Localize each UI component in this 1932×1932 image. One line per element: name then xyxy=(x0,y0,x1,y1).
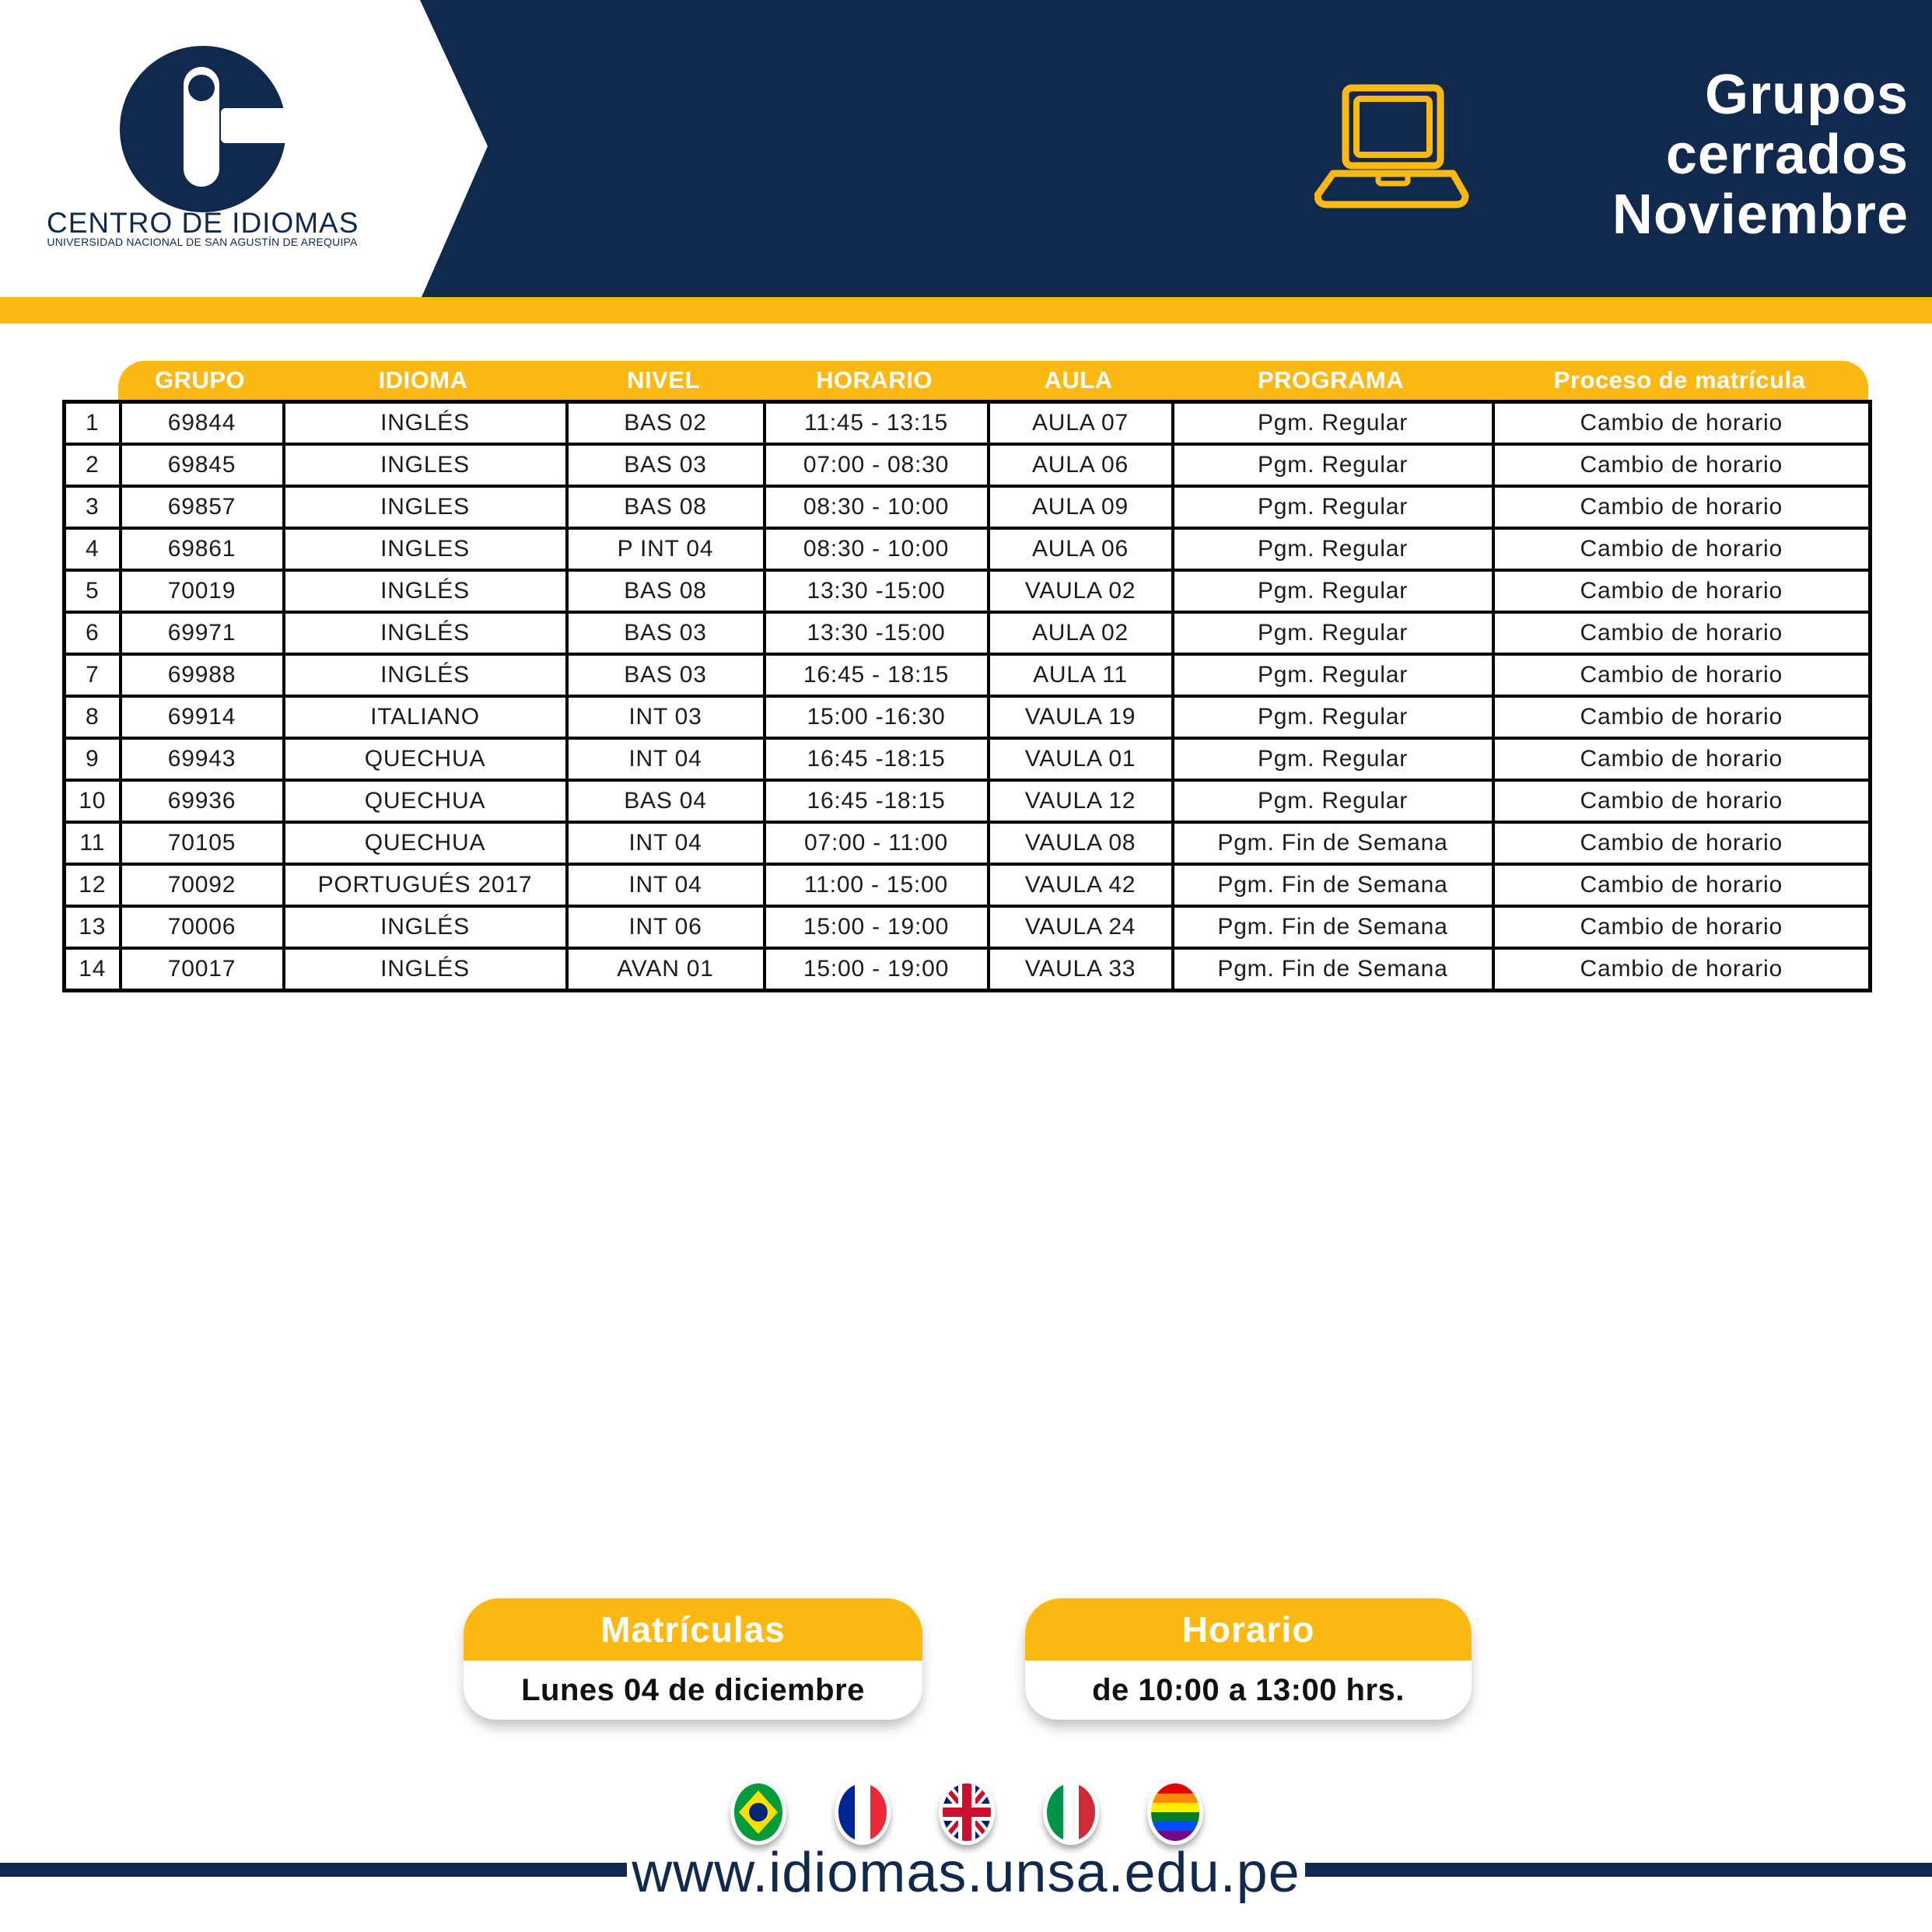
proceso-cell: Cambio de horario xyxy=(1493,570,1871,612)
grupo-cell: 70017 xyxy=(121,948,284,991)
proceso-cell: Cambio de horario xyxy=(1493,402,1871,445)
idioma-cell: QUECHUA xyxy=(284,822,567,864)
table-header xyxy=(118,361,1868,400)
table-row xyxy=(65,654,1871,696)
column-header-4: HORARIO xyxy=(816,366,933,394)
programa-cell: Pgm. Regular xyxy=(1173,444,1493,486)
proceso-cell: Cambio de horario xyxy=(1493,822,1871,864)
grupo-cell: 69943 xyxy=(121,738,284,780)
proceso-cell: Cambio de horario xyxy=(1493,696,1871,738)
programa-cell: Pgm. Regular xyxy=(1173,654,1493,696)
programa-cell: Pgm. Fin de Semana xyxy=(1173,906,1493,948)
horario-badge-title: Horario xyxy=(1025,1598,1472,1661)
programa-cell: Pgm. Regular xyxy=(1173,570,1493,612)
programa-cell: Pgm. Regular xyxy=(1173,528,1493,570)
table-body xyxy=(65,402,1871,991)
table-row xyxy=(65,738,1871,780)
proceso-cell: Cambio de horario xyxy=(1493,738,1871,780)
grupo-cell: 69988 xyxy=(121,654,284,696)
aula-cell: AULA 09 xyxy=(989,486,1173,528)
aula-cell: AULA 06 xyxy=(989,528,1173,570)
aula-cell: VAULA 02 xyxy=(989,570,1173,612)
aula-cell: VAULA 24 xyxy=(989,906,1173,948)
italy-flag-icon xyxy=(1043,1780,1099,1845)
aula-cell: VAULA 19 xyxy=(989,696,1173,738)
column-header-7: Proceso de matrícula xyxy=(1553,366,1806,394)
programa-cell: Pgm. Fin de Semana xyxy=(1173,822,1493,864)
horario-cell: 07:00 - 08:30 xyxy=(765,444,989,486)
table-row xyxy=(65,402,1871,445)
programa-cell: Pgm. Fin de Semana xyxy=(1173,864,1493,906)
page-title-line-1: Grupos xyxy=(1704,64,1909,126)
grupo-cell: 69971 xyxy=(121,612,284,654)
column-header-3: NIVEL xyxy=(627,366,700,394)
proceso-cell: Cambio de horario xyxy=(1493,654,1871,696)
aula-cell: AULA 02 xyxy=(989,612,1173,654)
row-number: 1 xyxy=(65,402,121,445)
nivel-cell: INT 06 xyxy=(567,906,765,948)
proceso-cell: Cambio de horario xyxy=(1493,612,1871,654)
table-row xyxy=(65,780,1871,822)
nivel-cell: BAS 03 xyxy=(567,444,765,486)
row-number: 12 xyxy=(65,864,121,906)
row-number: 4 xyxy=(65,528,121,570)
proceso-cell: Cambio de horario xyxy=(1493,528,1871,570)
row-number: 13 xyxy=(65,906,121,948)
programa-cell: Pgm. Regular xyxy=(1173,486,1493,528)
horario-cell: 15:00 - 19:00 xyxy=(765,948,989,991)
centro-de-idiomas-logo-icon xyxy=(47,31,373,288)
uk-flag-icon xyxy=(939,1780,995,1845)
row-number: 14 xyxy=(65,948,121,991)
laptop-icon xyxy=(1314,82,1470,212)
grupo-cell: 70006 xyxy=(121,906,284,948)
idioma-cell: ITALIANO xyxy=(284,696,567,738)
nivel-cell: P INT 04 xyxy=(567,528,765,570)
nivel-cell: BAS 08 xyxy=(567,570,765,612)
idioma-cell: INGLÉS xyxy=(284,402,567,445)
table-row xyxy=(65,444,1871,486)
nivel-cell: INT 04 xyxy=(567,864,765,906)
row-number: 7 xyxy=(65,654,121,696)
horario-badge xyxy=(1025,1598,1472,1720)
proceso-cell: Cambio de horario xyxy=(1493,780,1871,822)
horario-cell: 16:45 -18:15 xyxy=(765,738,989,780)
aula-cell: AULA 07 xyxy=(989,402,1173,445)
column-header-1: GRUPO xyxy=(154,366,246,394)
column-header-5: AULA xyxy=(1044,366,1113,394)
nivel-cell: BAS 03 xyxy=(567,654,765,696)
aula-cell: VAULA 08 xyxy=(989,822,1173,864)
idioma-cell: QUECHUA xyxy=(284,738,567,780)
nivel-cell: AVAN 01 xyxy=(567,948,765,991)
aula-cell: VAULA 33 xyxy=(989,948,1173,991)
table-row xyxy=(65,822,1871,864)
horario-cell: 11:00 - 15:00 xyxy=(765,864,989,906)
programa-cell: Pgm. Regular xyxy=(1173,738,1493,780)
programa-cell: Pgm. Regular xyxy=(1173,612,1493,654)
nivel-cell: BAS 08 xyxy=(567,486,765,528)
row-number: 6 xyxy=(65,612,121,654)
table-row xyxy=(65,696,1871,738)
logo-brand-text: CENTRO DE IDIOMAS xyxy=(47,207,359,239)
horario-cell: 08:30 - 10:00 xyxy=(765,486,989,528)
nivel-cell: BAS 04 xyxy=(567,780,765,822)
nivel-cell: BAS 03 xyxy=(567,612,765,654)
idioma-cell: INGLÉS xyxy=(284,906,567,948)
column-header-2: IDIOMA xyxy=(378,366,468,394)
horario-cell: 11:45 - 13:15 xyxy=(765,402,989,445)
grupo-cell: 69861 xyxy=(121,528,284,570)
brazil-flag-icon xyxy=(730,1780,786,1845)
grupo-cell: 70019 xyxy=(121,570,284,612)
page-title-line-3: Noviembre xyxy=(1612,184,1909,246)
grupo-cell: 69914 xyxy=(121,696,284,738)
nivel-cell: INT 03 xyxy=(567,696,765,738)
table-row xyxy=(65,528,1871,570)
programa-cell: Pgm. Regular xyxy=(1173,696,1493,738)
grupo-cell: 70092 xyxy=(121,864,284,906)
idioma-cell: INGLES xyxy=(284,444,567,486)
horario-badge-value: de 10:00 a 13:00 hrs. xyxy=(1025,1661,1472,1720)
programa-cell: Pgm. Regular xyxy=(1173,402,1493,445)
idioma-cell: INGLÉS xyxy=(284,654,567,696)
grupo-cell: 69845 xyxy=(121,444,284,486)
row-number: 3 xyxy=(65,486,121,528)
nivel-cell: INT 04 xyxy=(567,822,765,864)
table-row xyxy=(65,486,1871,528)
row-number: 11 xyxy=(65,822,121,864)
idioma-cell: QUECHUA xyxy=(284,780,567,822)
idioma-cell: INGLÉS xyxy=(284,612,567,654)
matriculas-badge-value: Lunes 04 de diciembre xyxy=(464,1661,922,1720)
idioma-cell: INGLES xyxy=(284,528,567,570)
nivel-cell: BAS 02 xyxy=(567,402,765,445)
horario-cell: 13:30 -15:00 xyxy=(765,612,989,654)
idioma-cell: INGLÉS xyxy=(284,948,567,991)
table-row xyxy=(65,612,1871,654)
row-number: 2 xyxy=(65,444,121,486)
row-number: 5 xyxy=(65,570,121,612)
proceso-cell: Cambio de horario xyxy=(1493,906,1871,948)
row-number: 10 xyxy=(65,780,121,822)
idioma-cell: INGLES xyxy=(284,486,567,528)
row-number: 8 xyxy=(65,696,121,738)
grupo-cell: 69936 xyxy=(121,780,284,822)
aula-cell: AULA 11 xyxy=(989,654,1173,696)
idioma-cell: PORTUGUÉS 2017 xyxy=(284,864,567,906)
table-row xyxy=(65,570,1871,612)
aula-cell: AULA 06 xyxy=(989,444,1173,486)
table-row xyxy=(65,948,1871,991)
row-number: 9 xyxy=(65,738,121,780)
aula-cell: VAULA 01 xyxy=(989,738,1173,780)
proceso-cell: Cambio de horario xyxy=(1493,864,1871,906)
idioma-cell: INGLÉS xyxy=(284,570,567,612)
horario-cell: 13:30 -15:00 xyxy=(765,570,989,612)
horario-cell: 08:30 - 10:00 xyxy=(765,528,989,570)
grupo-cell: 69844 xyxy=(121,402,284,445)
matriculas-badge xyxy=(464,1598,922,1720)
groups-table xyxy=(62,400,1872,992)
matriculas-badge-title: Matrículas xyxy=(464,1598,922,1661)
page-title xyxy=(1612,65,1909,245)
programa-cell: Pgm. Regular xyxy=(1173,780,1493,822)
table-row xyxy=(65,864,1871,906)
page-title-line-2: cerrados xyxy=(1665,124,1909,186)
horario-cell: 15:00 - 19:00 xyxy=(765,906,989,948)
france-flag-icon xyxy=(835,1780,891,1845)
yellow-divider xyxy=(0,297,1932,324)
grupo-cell: 69857 xyxy=(121,486,284,528)
horario-cell: 16:45 - 18:15 xyxy=(765,654,989,696)
column-header-6: PROGRAMA xyxy=(1257,366,1405,394)
table-row xyxy=(65,906,1871,948)
rainbow-flag-icon xyxy=(1147,1780,1203,1845)
logo-subtitle-text: UNIVERSIDAD NACIONAL DE SAN AGUSTÍN DE AREQUIPA xyxy=(47,236,358,248)
website-url: www.idiomas.unsa.edu.pe xyxy=(632,1842,1300,1904)
grupo-cell: 70105 xyxy=(121,822,284,864)
proceso-cell: Cambio de horario xyxy=(1493,444,1871,486)
horario-cell: 07:00 - 11:00 xyxy=(765,822,989,864)
horario-cell: 15:00 -16:30 xyxy=(765,696,989,738)
nivel-cell: INT 04 xyxy=(567,738,765,780)
aula-cell: VAULA 12 xyxy=(989,780,1173,822)
aula-cell: VAULA 42 xyxy=(989,864,1173,906)
proceso-cell: Cambio de horario xyxy=(1493,486,1871,528)
proceso-cell: Cambio de horario xyxy=(1493,948,1871,991)
programa-cell: Pgm. Fin de Semana xyxy=(1173,948,1493,991)
horario-cell: 16:45 -18:15 xyxy=(765,780,989,822)
